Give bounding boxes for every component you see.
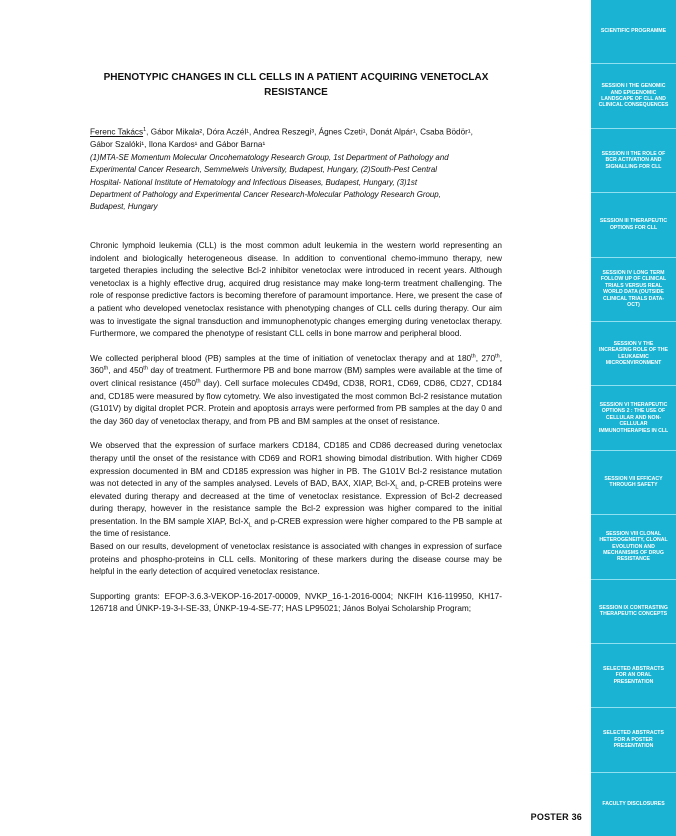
affiliation-line: Budapest, Hungary [90, 202, 158, 212]
abstract-body [90, 240, 502, 616]
nav-label: SELECTED ABSTRACTS FOR AN ORAL PRESENTATION [603, 665, 664, 685]
abstract-paragraph-background: Chronic lymphoid leukemia (CLL) is the most common adult leukemia in the western world representing an indolent and biologically heterogeneous disease. In addition to conventional chemo-immuno therapy, new targeted therapies including the selective Bcl-2 inhibitor venetoclax were introduced in recent years. Although venetoclax is a highly effective drug, acquired drug resistance may make long-term treatment challenging. The role of response predictive factors is becoming therefore of paramount importance. Here, we present the case of a patient who developed venetoclax resistance with phenotyping changes of CLL cells during therapy. Our aim was to investigate the signal transduction and immunophenotypic changes emerging during venetoclax therapy. Furthermore, we compared the phenotype of resistant CLL cells in bone marrow and peripheral blood. [90, 241, 502, 339]
nav-poster-abstracts[interactable] [591, 708, 676, 772]
nav-label: SESSION III THERAPEUTIC OPTIONS FOR CLL [599, 218, 668, 231]
nav-label: SESSION VIII CLONAL HETEROGENEITY, CLONAL EVOLUTION AND MECHANISMS OF DRUG RESISTANCE [599, 530, 668, 563]
text-run: and p-CREB expression were higher compared to the PB sample at the time of resistance. [90, 516, 503, 539]
subscript: L [395, 484, 399, 491]
ordinal-suffix: th [196, 378, 201, 385]
nav-session-5[interactable] [591, 322, 676, 386]
supporting-grants: Supporting grants: EFOP-3.6.3-VEKOP-16-2017-00009, NVKP_16-1-2016-0004; NKFIH K16-119950, KH17-126718 and ÚNKP-19-3-I-SE-33, ÚNKP-19-4-SE-77; HAS LP95021; János Bolyai Scholarship Program; [90, 591, 502, 614]
affiliations [90, 152, 502, 213]
text-run: day). Cell surface molecules CD49d, CD38, ROR1, CD69, CD86, CD27, CD184 and, CD185 were measured by flow cytometry. We also investigated the most common Bcl-2 resistance mutation (G101V) by digital droplet PCR. Protein and apoptosis arrays were performed from PB samples at the day 0 and the day 360 day of venetoclax therapy, and from PB and BM samples at the onset of resistance. [90, 378, 502, 426]
nav-session-8[interactable] [591, 515, 676, 579]
nav-label: SESSION VI THERAPEUTIC OPTIONS 2 : THE USE OF CELLULAR AND NON-CELLULAR IMMUNOTHERAPIES IN CLL [598, 402, 669, 434]
abstract-paragraph-conclusion: Based on our results, development of venetoclax resistance is associated with changes in expression of surface proteins and phospho-proteins in CLL cells. Monitoring of these markers during the disease course may be helpful in the early detection of acquired venetoclax resistance. [90, 542, 502, 577]
text-run: day of treatment. Furthermore PB and bone marrow (BM) samples were available at the time of overt clinical resistance (450 [90, 366, 502, 388]
nav-oral-abstracts[interactable] [591, 644, 676, 708]
author-list [90, 124, 502, 151]
section-sidebar [591, 0, 676, 836]
nav-session-7[interactable] [591, 451, 676, 515]
presenting-author: Ferenc Takács [90, 127, 144, 137]
abstract-title [90, 70, 502, 100]
ordinal-suffix: th [495, 353, 500, 359]
ordinal-suffix: th [471, 353, 476, 359]
title-line: RESISTANCE [264, 87, 328, 98]
nav-session-3[interactable] [591, 193, 676, 257]
nav-session-6[interactable] [591, 386, 676, 450]
nav-scientific-programme[interactable] [591, 0, 676, 64]
author-line [90, 124, 502, 139]
nav-label: SCIENTIFIC PROGRAMME [600, 28, 667, 35]
nav-label: SESSION I THE GENOMIC AND EPIGENOMIC LANDSCAPE OF CLL AND CLINICAL CONSEQUENCES [598, 83, 669, 109]
nav-label: SESSION IX CONTRASTING THERAPEUTIC CONCEPTS [599, 604, 668, 618]
affiliation-line: Experimental Cancer Research, Semmelweis University, Budapest, Hungary, (2)South-Pest Central [90, 165, 438, 175]
abstract-paragraph-results [90, 440, 502, 541]
subscript: L [248, 522, 252, 529]
text-run: , 270 [475, 353, 496, 363]
affiliation-line: (1)MTA-SE Momentum Molecular Oncohematology Research Group, 1st Department of Pathology and [90, 153, 449, 162]
nav-session-9[interactable] [591, 580, 676, 644]
ordinal-suffix: th [143, 365, 148, 372]
nav-session-2[interactable] [591, 129, 676, 193]
presenting-author-affil: 1 [143, 127, 147, 133]
nav-label: FACULTY DISCLOSURES [602, 801, 665, 808]
affiliation-line: Hospital- National Institute of Hematology and Infectious Diseases, Budapest, Hungary, (3)1st [90, 177, 418, 187]
nav-label: SESSION IV LONG TERM FOLLOW UP OF CLINICAL TRIALS VERSUS REAL WORLD DATA (OUTSIDE CLINICAL TRIALS DATA-OCT) [600, 270, 667, 309]
abstract-paragraph-methods [90, 353, 502, 429]
title-line: PHENOTYPIC CHANGES IN CLL CELLS IN A PATIENT ACQUIRING VENETOCLAX [103, 72, 489, 83]
text-run: , and 450 [108, 366, 144, 376]
nav-label: SESSION V THE INCREASING ROLE OF THE LEUKAEMIC MICROENVIRONMENT [599, 340, 668, 367]
abstract-page [90, 0, 502, 836]
author-line: Gábor Szalóki¹, Ilona Kardos¹ and Gábor Barna¹ [90, 139, 266, 149]
affiliation-line: Department of Pathology and Experimental Cancer Research-Molecular Pathology Research Group, [90, 189, 441, 199]
ordinal-suffix: th [103, 365, 109, 372]
nav-label: SESSION VII EFFICACY THROUGH SAFETY [604, 476, 663, 489]
nav-faculty-disclosures[interactable] [591, 773, 676, 836]
text-run: We collected peripheral blood (PB) samples at the time of initiation of venetoclax therapy and at 180 [90, 353, 472, 363]
text-run: We observed that the expression of surface markers CD184, CD185 and CD86 decreased during venetoclax therapy until the onset of the resistance with CD69 and ROR1 showing bimodal distribution. With higher CD69 expression documented in BM and CD185 expression was higher in PB. The G101V Bcl-2 resistance mutation was not detected in any of the samples analysed. Levels of BAD, BAX, XIAP, Bcl-X [90, 441, 502, 489]
nav-session-1[interactable] [591, 64, 676, 128]
co-authors: , Gábor Mikala², Dóra Aczél¹, Andrea Reszegi³, Ágnes Czeti¹, Donát Alpár¹, Csaba Bödör¹, [146, 127, 473, 137]
text-run: , 360 [90, 353, 502, 376]
nav-label: SELECTED ABSTRACTS FOR A POSTER PRESENTATION [603, 730, 664, 750]
poster-number: POSTER 36 [530, 812, 582, 822]
nav-label: SESSION II THE ROLE OF BCR ACTIVATION AND SIGNALLING FOR CLL [601, 150, 666, 170]
text-run: and, p-CREB proteins were elevated during therapy and decreased at the time of venetoclax resistance. Expression of Bcl-2 decreased during therapy, however in the resistance sample the Bcl-2 expression was higher compared to the initial presentation. In the BM sample XIAP, Bcl-X [90, 479, 503, 526]
nav-session-4[interactable] [591, 258, 676, 322]
